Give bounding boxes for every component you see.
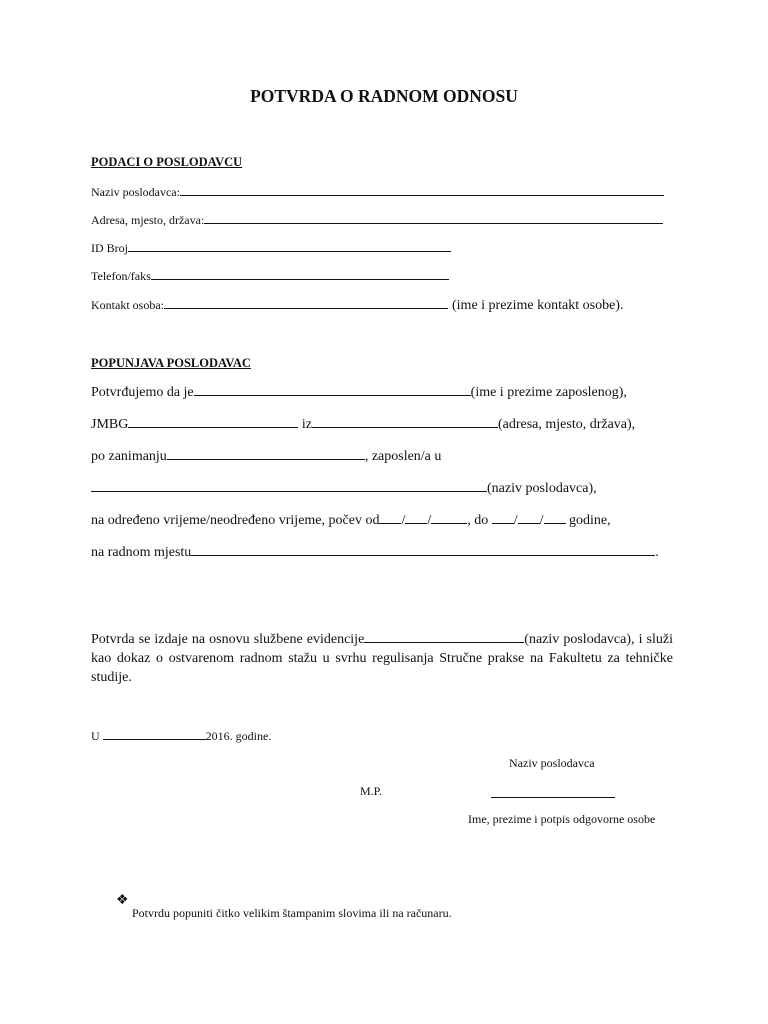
to-text: , do (467, 513, 489, 528)
start-day-field[interactable] (379, 511, 401, 524)
employer-name-caption: Naziv poslodavca (509, 756, 595, 770)
workplace-end: . (655, 545, 659, 560)
diamond-bullet-icon: ❖ (116, 893, 129, 908)
contact-person-field[interactable] (164, 296, 448, 309)
workplace-row (91, 543, 659, 561)
from-label: iz (301, 417, 312, 432)
years-text: godine, (569, 513, 611, 528)
evidence-employer-field[interactable] (364, 630, 524, 643)
employer-address-row (91, 211, 663, 228)
place-label: U (91, 729, 100, 743)
employer-name-field[interactable] (180, 183, 664, 196)
end-year-field[interactable] (544, 511, 566, 524)
year-text: 2016. godine. (205, 729, 272, 743)
employer-name-row-2 (91, 479, 597, 497)
employee-name-note: (ime i prezime zaposlenog), (470, 385, 627, 400)
employer-address-field[interactable] (204, 211, 663, 224)
contact-person-label: Kontakt osoba: (91, 298, 164, 312)
employer-name-field-2[interactable] (91, 479, 487, 492)
start-year-field[interactable] (431, 511, 467, 524)
confirm-label: Potvrđujemo da je (91, 385, 194, 400)
signature-caption: Ime, prezime i potpis odgovorne osobe (468, 812, 656, 826)
occupation-row (91, 447, 441, 465)
place-date-row (91, 727, 271, 744)
jmbg-field[interactable] (128, 415, 298, 428)
jmbg-row (91, 415, 635, 433)
fill-instruction-note: Potvrdu popuniti čitko velikim štampanim slovima ili na računaru. (132, 906, 452, 920)
start-month-field[interactable] (405, 511, 427, 524)
phone-fax-field[interactable] (151, 267, 449, 280)
certificate-paragraph (91, 630, 673, 687)
document-title: POTVRDA O RADNOM ODNOSU (250, 86, 518, 106)
place-field[interactable] (103, 727, 206, 740)
employee-name-row (91, 383, 627, 401)
employee-address-note: (adresa, mjesto, država), (497, 417, 636, 432)
id-number-row (91, 239, 451, 256)
paragraph-part2: (naziv poslodavca), i služi kao dokaz o ostvarenom radnom stažu u svrhu regulisanja Stručne prakse na Fakultetu za tehničke studije. (91, 632, 673, 685)
section-heading-fill-by-employer: POPUNJAVA POSLODAVAC (91, 356, 251, 370)
workplace-field[interactable] (191, 543, 655, 556)
section-heading-employer: PODACI O POSLODAVCU (91, 155, 243, 169)
jmbg-label: JMBG (91, 417, 129, 432)
phone-fax-row (91, 267, 449, 284)
phone-fax-label: Telefon/faks (91, 269, 151, 283)
workplace-label: na radnom mjestu (91, 545, 192, 560)
occupation-field[interactable] (167, 447, 365, 460)
period-text: na određeno vrijeme/neodređeno vrijeme, počev od (91, 513, 380, 528)
employee-name-field[interactable] (194, 383, 471, 396)
stamp-label: M.P. (360, 784, 383, 798)
employment-period-row: na određeno vrijeme/neodređeno vrijeme, počev od / / , do / / godine, (91, 513, 611, 528)
id-number-label: ID Broj (91, 241, 128, 255)
employer-name-row (91, 183, 664, 200)
employer-address-label: Adresa, mjesto, država: (91, 213, 205, 227)
occupation-label: po zanimanju (91, 449, 167, 464)
paragraph-part1: Potvrda se izdaje na osnovu službene evidencije (91, 632, 365, 647)
employer-name-label: Naziv poslodavca: (91, 185, 180, 199)
signature-line[interactable] (491, 784, 615, 798)
end-month-field[interactable] (518, 511, 540, 524)
contact-person-row (91, 296, 623, 314)
employer-name-note: (naziv poslodavca), (487, 481, 597, 496)
employee-address-field[interactable] (312, 415, 498, 428)
contact-person-note: (ime i prezime kontakt osobe). (452, 298, 624, 313)
employed-at-text: , zaposlen/a u (364, 449, 442, 464)
id-number-field[interactable] (128, 239, 451, 252)
end-day-field[interactable] (492, 511, 514, 524)
